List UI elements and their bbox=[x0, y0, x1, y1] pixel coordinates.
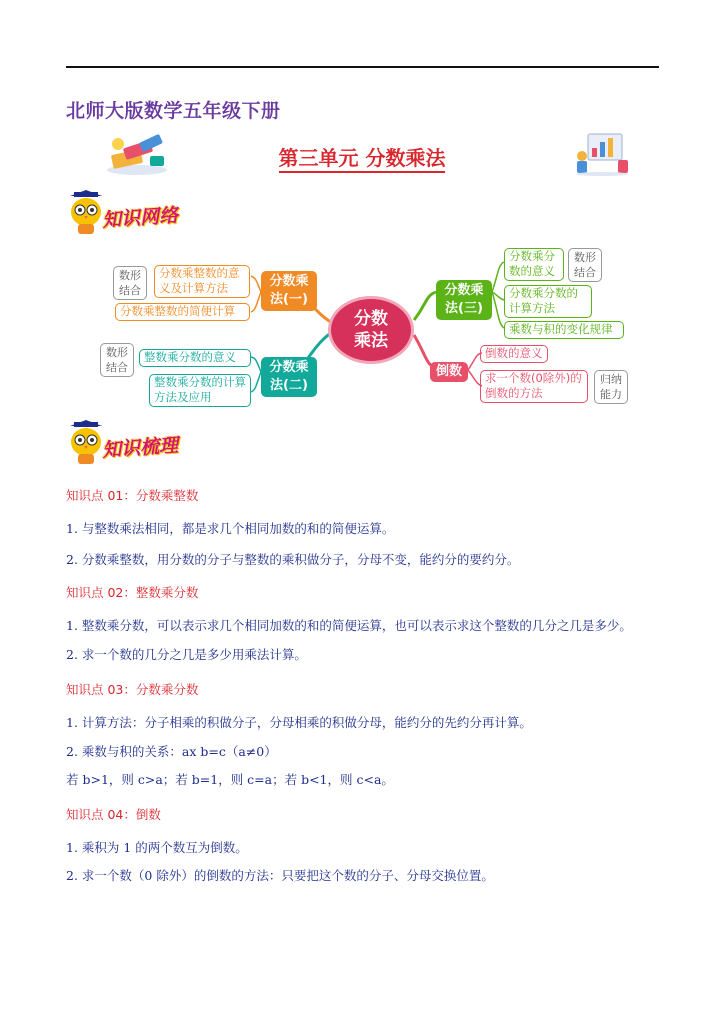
mindmap-item: 分数乘整数的简便计算 bbox=[115, 303, 250, 321]
knowledge-line: 1. 整数乘分数，可以表示求几个相同加数的和的简便运算，也可以表示求这个整数的几分之几是多少。 bbox=[66, 618, 632, 633]
unit-title: 第三单元 分数乘法 bbox=[0, 142, 724, 171]
mindmap-item: 分数乘整数的意义及计算方法 bbox=[154, 265, 250, 298]
knowledge-line: 1. 计算方法：分子相乘的积做分子，分母相乘的积做分母，能约分的先约分再计算。 bbox=[66, 715, 532, 730]
mindmap-tag-right-top: 数形结合 bbox=[568, 248, 602, 282]
section-network bbox=[66, 190, 178, 236]
knowledge-line: 2. 乘数与积的关系：ax b=c（a≠0） bbox=[66, 744, 277, 759]
knowledge-title: 知识点 02：整数乘分数 bbox=[66, 585, 199, 600]
chart-illustration-icon bbox=[574, 130, 630, 176]
mindmap-item: 分数乘分数的计算方法 bbox=[504, 285, 592, 318]
section-sorting bbox=[66, 420, 178, 466]
mindmap-node-left-bottom: 分数乘法(二) bbox=[261, 357, 317, 397]
knowledge-line: 1. 与整数乘法相同，都是求几个相同加数的和的简便运算。 bbox=[66, 521, 395, 536]
header-rule bbox=[66, 66, 659, 68]
mindmap-node-right-top: 分数乘法(三) bbox=[436, 280, 492, 320]
knowledge-line: 2. 分数乘整数，用分数的分子与整数的乘积做分子，分母不变，能约分的要约分。 bbox=[66, 552, 520, 567]
mindmap-item: 整数乘分数的计算方法及应用 bbox=[149, 374, 251, 407]
knowledge-line: 若 b>1，则 c>a；若 b=1，则 c=a；若 b<1，则 c<a。 bbox=[66, 772, 394, 787]
mindmap-tag-left-top: 数形结合 bbox=[113, 266, 147, 300]
section-sorting-label: 知识梳理 bbox=[101, 433, 179, 462]
knowledge-title: 知识点 03：分数乘分数 bbox=[66, 682, 199, 697]
knowledge-line: 1. 乘积为 1 的两个数互为倒数。 bbox=[66, 840, 248, 855]
mindmap-item: 整数乘分数的意义 bbox=[139, 349, 251, 367]
owl-icon bbox=[66, 420, 106, 466]
mindmap-item: 倒数的意义 bbox=[480, 345, 548, 363]
mindmap-node-right-bottom: 倒数 bbox=[430, 362, 468, 382]
mindmap-tag-left-bottom: 数形结合 bbox=[100, 343, 134, 377]
section-network-label: 知识网络 bbox=[101, 203, 179, 232]
mindmap-center: 分数乘法 bbox=[328, 296, 414, 364]
knowledge-title: 知识点 01：分数乘整数 bbox=[66, 488, 199, 503]
mindmap-node-left-top: 分数乘法(一) bbox=[261, 271, 317, 311]
knowledge-title: 知识点 04：倒数 bbox=[66, 807, 161, 822]
mindmap-item: 分数乘分数的意义 bbox=[504, 248, 564, 281]
mindmap-tag-right-bottom: 归纳能力 bbox=[594, 370, 628, 404]
knowledge-line: 2. 求一个数的几分之几是多少用乘法计算。 bbox=[66, 647, 307, 662]
mindmap-item: 求一个数(0除外)的倒数的方法 bbox=[480, 370, 588, 403]
mindmap-item: 乘数与积的变化规律 bbox=[504, 321, 624, 339]
owl-icon bbox=[66, 190, 106, 236]
book-title: 北师大版数学五年级下册 bbox=[66, 100, 281, 122]
knowledge-line: 2. 求一个数（0 除外）的倒数的方法：只要把这个数的分子、分母交换位置。 bbox=[66, 868, 494, 883]
